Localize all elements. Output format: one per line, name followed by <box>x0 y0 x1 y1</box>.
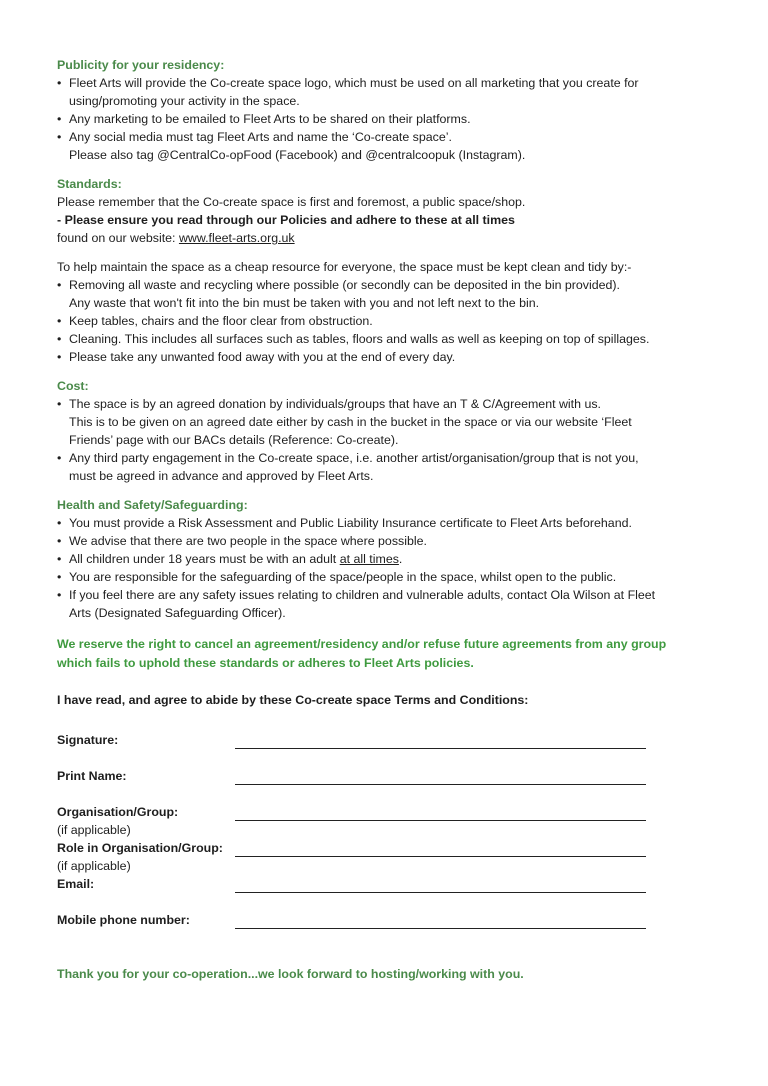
list-item: • Any social media must tag Fleet Arts and name the ‘Co-create space’. Please also tag @CentralCo-opFood (Facebook) and @centralcoopuk (Instagram). <box>57 128 717 164</box>
website-line: found on our website: www.fleet-arts.org.uk <box>57 231 295 245</box>
mobile-label: Mobile phone number: <box>57 913 190 927</box>
standards-line: Please remember that the Co-create space is first and foremost, a public space/shop. <box>57 195 526 209</box>
list-item: • The space is by an agreed donation by individuals/groups that have an T & C/Agreement with us. This is to be given on an agreed date either by cash in the bucket in the space or via our website ‘Fleet Friends’ page with our BACs details (Reference: Co-create). <box>57 395 717 449</box>
organisation-note: (if applicable) <box>57 823 131 837</box>
email-row <box>57 875 717 893</box>
publicity-heading: Publicity for your residency: <box>57 58 225 72</box>
list-item: • You must provide a Risk Assessment and Public Liability Insurance certificate to Fleet Arts beforehand. <box>57 514 717 532</box>
cost-heading: Cost: <box>57 379 89 393</box>
list-item: • Removing all waste and recycling where possible (or secondly can be deposited in the bin provided). Any waste that won't fit into the bin must be taken with you and not left next to the bin. <box>57 276 717 312</box>
health-safety-section <box>57 496 717 622</box>
agreement-statement: I have read, and agree to abide by these Co-create space Terms and Conditions: <box>57 693 529 707</box>
website-link[interactable]: www.fleet-arts.org.uk <box>178 231 295 245</box>
policies-notice: - Please ensure you read through our Policies and adhere to these at all times <box>57 213 515 227</box>
cleanliness-intro: To help maintain the space as a cheap resource for everyone, the space must be kept clean and tidy by:- <box>57 260 632 274</box>
role-field[interactable] <box>235 843 646 857</box>
thank-you-note: Thank you for your co-operation...we look forward to hosting/working with you. <box>57 967 524 981</box>
organisation-field[interactable] <box>235 807 646 821</box>
list-item: • Cleaning. This includes all surfaces such as tables, floors and walls as well as keeping on top of spillages. <box>57 330 717 348</box>
signature-row <box>57 731 717 749</box>
list-item: • You are responsible for the safeguarding of the space/people in the space, whilst open to the public. <box>57 568 717 586</box>
print-name-row <box>57 767 717 785</box>
mobile-row <box>57 911 717 929</box>
cost-section <box>57 377 717 485</box>
health-safety-list <box>57 514 717 622</box>
signature-label: Signature: <box>57 733 119 747</box>
print-name-label: Print Name: <box>57 769 127 783</box>
email-label: Email: <box>57 877 95 891</box>
list-item: • If you feel there are any safety issues relating to children and vulnerable adults, contact Ola Wilson at Fleet Arts (Designated Safeguarding Officer). <box>57 586 717 622</box>
mobile-field[interactable] <box>235 915 646 929</box>
print-name-field[interactable] <box>235 771 646 785</box>
publicity-list <box>57 74 717 164</box>
list-item: • Fleet Arts will provide the Co-create space logo, which must be used on all marketing that you create for using/promoting your activity in the space. <box>57 74 717 110</box>
standards-heading: Standards: <box>57 177 122 191</box>
role-label: Role in Organisation/Group: <box>57 841 223 855</box>
list-item: • Please take any unwanted food away with you at the end of every day. <box>57 348 717 366</box>
list-item: • Keep tables, chairs and the floor clear from obstruction. <box>57 312 717 330</box>
standards-section <box>57 175 717 366</box>
organisation-label: Organisation/Group: <box>57 805 179 819</box>
list-item: • All children under 18 years must be with an adult at all times. <box>57 550 717 568</box>
signature-form <box>57 731 717 929</box>
list-item: • Any marketing to be emailed to Fleet Arts to be shared on their platforms. <box>57 110 717 128</box>
role-row <box>57 839 717 857</box>
organisation-row <box>57 803 717 821</box>
cost-list <box>57 395 717 485</box>
signature-field[interactable] <box>235 735 646 749</box>
document-page <box>57 56 717 981</box>
email-field[interactable] <box>235 879 646 893</box>
reserve-right-note: We reserve the right to cancel an agreement/residency and/or refuse future agreements from any group which fails to uphold these standards or adheres to Fleet Arts policies. <box>57 637 667 670</box>
role-note: (if applicable) <box>57 859 131 873</box>
standards-list <box>57 276 717 366</box>
health-safety-heading: Health and Safety/Safeguarding: <box>57 498 248 512</box>
publicity-section <box>57 56 717 164</box>
list-item: • We advise that there are two people in the space where possible. <box>57 532 717 550</box>
list-item: • Any third party engagement in the Co-create space, i.e. another artist/organisation/group that is not you, must be agreed in advance and approved by Fleet Arts. <box>57 449 717 485</box>
